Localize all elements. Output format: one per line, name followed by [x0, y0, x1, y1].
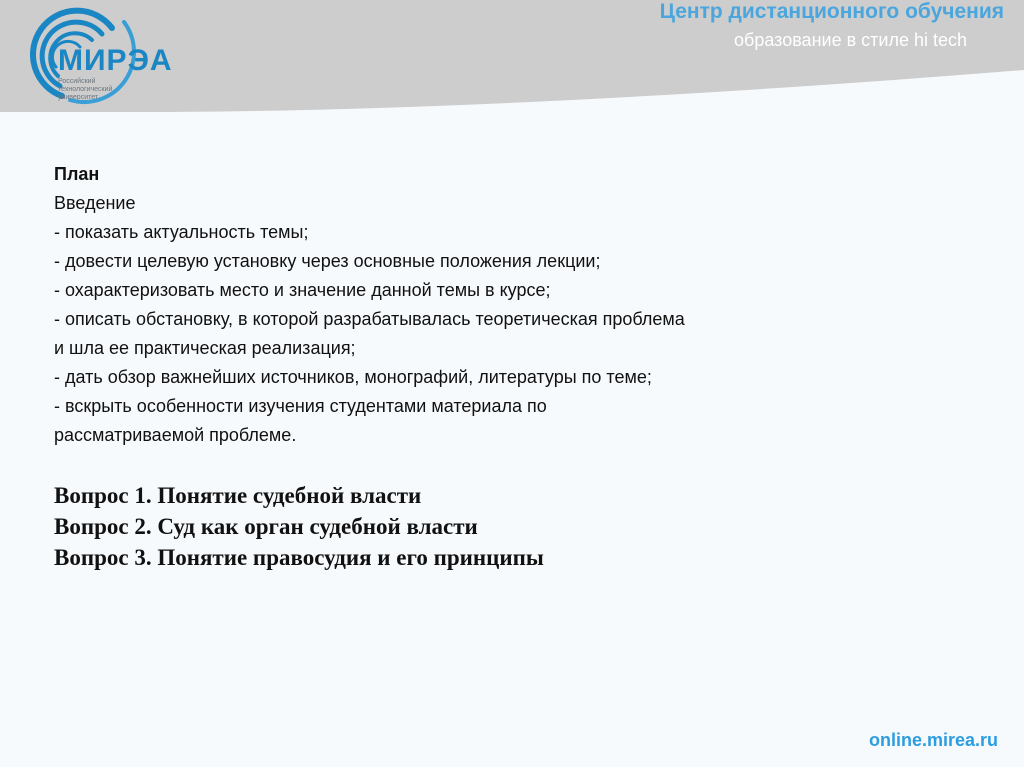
plan-line: - вскрыть особенности изучения студентами материала по [54, 396, 547, 416]
logo-subtitle-line: университет [58, 94, 99, 101]
question-item: Вопрос 3. Понятие правосудия и его принципы [54, 545, 544, 570]
plan-line: - дать обзор важнейших источников, монографий, литературы по теме; [54, 367, 652, 387]
logo-name: МИРЭА [58, 44, 173, 77]
header-subtitle: образование в стиле hi tech [734, 30, 967, 50]
question-item: Вопрос 2. Суд как орган судебной власти [54, 514, 478, 539]
logo-subtitle-line: Российский [58, 78, 96, 85]
plan-title: План [54, 164, 100, 184]
plan-line: рассматриваемой проблеме. [54, 425, 297, 445]
plan-line: и шла ее практическая реализация; [54, 338, 356, 358]
mirea-logo [0, 0, 173, 112]
plan-line: - охарактеризовать место и значение данной темы в курсе; [54, 280, 551, 300]
footer-url: online.mirea.ru [868, 730, 998, 750]
logo-subtitle [58, 78, 138, 102]
logo-subtitle-line: технологический [58, 86, 113, 93]
plan-line: - показать актуальность темы; [54, 222, 309, 242]
questions-list [54, 480, 934, 573]
slide-content [54, 160, 934, 573]
header-title: Центр дистанционного обучения [659, 0, 1004, 23]
plan-line: Введение [54, 193, 136, 213]
plan-line: - описать обстановку, в которой разрабатывалась теоретическая проблема [54, 309, 685, 329]
question-item: Вопрос 1. Понятие судебной власти [54, 483, 422, 508]
plan-line: - довести целевую установку через основные положения лекции; [54, 251, 601, 271]
